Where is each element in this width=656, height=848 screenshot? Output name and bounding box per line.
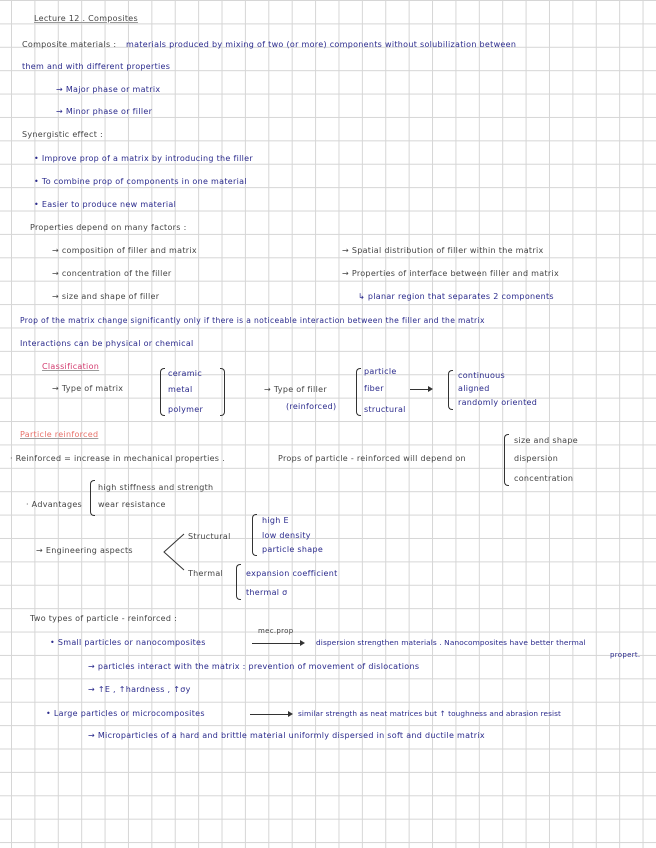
phase-item: → Major phase or matrix	[56, 85, 161, 94]
classification-heading: Classification	[42, 362, 100, 371]
small-particles-result: dispersion strengthen materials . Nanocomposites have better thermal	[316, 638, 586, 647]
fiber-arrow-line	[410, 389, 430, 390]
matrix-type-item: metal	[168, 385, 193, 394]
depend-item: concentration	[514, 474, 574, 483]
structural-item: high E	[262, 516, 289, 525]
matrix-change-line2: Interactions can be physical or chemical	[20, 339, 194, 348]
filler-type-item: particle	[364, 367, 397, 376]
mec-prop-label: mec.prop	[258, 627, 294, 635]
advantage-item: high stiffness and strength	[98, 483, 214, 492]
small-particles-result-cont: propert.	[610, 651, 641, 659]
filler-type-sub: (reinforced)	[286, 402, 337, 411]
properties-right-item: → Spatial distribution of filler within the matrix	[342, 246, 544, 255]
large-particles-result: similar strength as neat matrices but ↑ toughness and abrasion resist	[298, 709, 561, 718]
advantage-item: wear resistance	[98, 500, 166, 509]
fiber-type-item: randomly oriented	[458, 398, 538, 407]
filler-type-label: → Type of filler	[264, 385, 327, 394]
advantages-brace	[90, 480, 95, 516]
structural-brace	[252, 514, 257, 556]
small-arrow-line	[252, 643, 302, 644]
small-particles-label: • Small particles or nanocomposites	[50, 638, 206, 647]
synergistic-item: • Improve prop of a matrix by introducing the filler	[34, 154, 253, 163]
engineering-fork-icon	[160, 530, 186, 574]
two-types-heading: Two types of particle - reinforced :	[30, 614, 178, 623]
large-particles-label: • Large particles or microcomposites	[46, 709, 205, 718]
large-arrow-head	[288, 711, 293, 717]
filler-brace	[356, 368, 361, 416]
fiber-type-item: continuous	[458, 371, 505, 380]
structural-item: particle shape	[262, 545, 324, 554]
definition-line1: materials produced by mixing of two (or more) components without solubilization between	[126, 40, 517, 49]
phase-item: → Minor phase or filler	[56, 107, 153, 116]
depend-item: dispersion	[514, 454, 559, 463]
depend-brace	[504, 434, 509, 486]
engineering-label: → Engineering aspects	[36, 546, 133, 555]
particle-heading: Particle reinforced	[20, 430, 99, 439]
small-particles-sub2: → ↑E , ↑hardness , ↑σy	[88, 685, 191, 694]
properties-heading: Properties depend on many factors :	[30, 223, 187, 232]
small-arrow-head	[300, 640, 305, 646]
definition-line2: them and with different properties	[22, 62, 171, 71]
depend-item: size and shape	[514, 436, 578, 445]
page-title: Lecture 12 . Composites	[34, 14, 138, 23]
synergistic-item: • Easier to produce new material	[34, 200, 177, 209]
properties-right-item: → Properties of interface between filler and matrix	[342, 269, 560, 278]
properties-right-item: ↳ planar region that separates 2 components	[358, 292, 554, 301]
large-particles-sub: → Microparticles of a hard and brittle material uniformly dispersed in soft and ductile matrix	[88, 731, 485, 740]
large-arrow-line	[250, 714, 290, 715]
advantages-label: · Advantages	[26, 500, 83, 509]
properties-left-item: → composition of filler and matrix	[52, 246, 197, 255]
structural-label: Structural	[188, 532, 231, 541]
fiber-type-item: aligned	[458, 384, 490, 393]
matrix-type-label: → Type of matrix	[52, 384, 124, 393]
fiber-arrow-head	[428, 386, 433, 392]
thermal-brace	[236, 564, 241, 600]
definition-term: Composite materials :	[22, 40, 117, 49]
props-depend-line: Props of particle - reinforced will depend on	[278, 454, 466, 463]
filler-type-item: fiber	[364, 384, 384, 393]
filler-type-item: structural	[364, 405, 406, 414]
fiber-brace	[448, 370, 453, 410]
properties-left-item: → size and shape of filler	[52, 292, 160, 301]
matrix-change-line1: Prop of the matrix change significantly only if there is a noticeable interaction between the filler and the matrix	[20, 316, 485, 325]
matrix-type-item: polymer	[168, 405, 204, 414]
thermal-label: Thermal	[188, 569, 224, 578]
structural-item: low density	[262, 531, 311, 540]
thermal-item: expansion coefficient	[246, 569, 338, 578]
reinforced-line: · Reinforced = increase in mechanical properties .	[10, 454, 225, 463]
synergistic-heading: Synergistic effect :	[22, 130, 103, 139]
thermal-item: thermal σ	[246, 588, 288, 597]
synergistic-item: • To combine prop of components in one material	[34, 177, 247, 186]
properties-left-item: → concentration of the filler	[52, 269, 172, 278]
matrix-type-item: ceramic	[168, 369, 203, 378]
small-particles-sub1: → particles interact with the matrix : prevention of movement of dislocations	[88, 662, 420, 671]
matrix-close-brace	[220, 368, 225, 416]
matrix-brace	[160, 368, 165, 416]
